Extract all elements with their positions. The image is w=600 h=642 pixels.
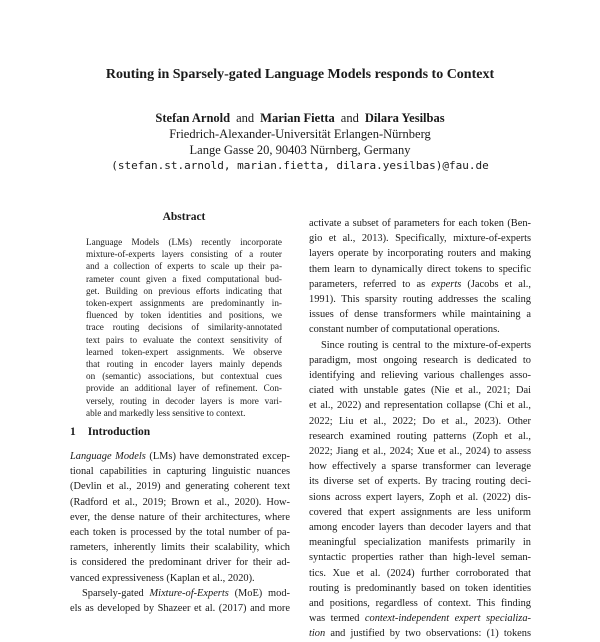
text-line: its diverse set of experts. By tracing routing deci- <box>309 476 531 488</box>
text-line: covered that expert assignments are less uniform <box>309 506 531 518</box>
text-line: meaningful specialization manifests primarily in <box>309 537 531 549</box>
text-line: Since routing is central to the mixture-of-experts <box>321 339 531 351</box>
text-line: identifying and relieving various challenges asso- <box>309 370 531 382</box>
text-line: each token is processed by the total number of pa- <box>70 527 290 539</box>
text-line: parameters, referred to as experts (Jacobs et al., <box>309 278 531 290</box>
text-line: tion and justified by two observations: (1) tokens <box>309 628 531 640</box>
text-line: constant number of computational operations. <box>309 324 500 336</box>
text-line: layers operate by incorporating routers and making <box>309 248 531 260</box>
text-line: provide an additional layer of refinement. Con- <box>86 383 282 394</box>
author-connector: and <box>340 111 359 125</box>
text-line: was termed context-independent expert specializa- <box>309 613 531 625</box>
text-line: rameters, inherently limits their scalability, which <box>70 542 290 554</box>
text-line: on (semantic) associations, but contextual cues <box>86 371 282 382</box>
section-title: Introduction <box>87 426 151 438</box>
text-line: els as developed by Shazeer et al. (2017) and more <box>70 603 290 615</box>
text-line: rameter count given a fixed computational bud- <box>86 273 282 284</box>
text-line: syntactic properties rather than high-level seman- <box>309 552 531 564</box>
text-line: vanced expressiveness (Kaplan et al., 2020). <box>70 572 255 584</box>
affiliation: Friedrich-Alexander-Universität Erlangen-Nürnberg <box>169 127 431 141</box>
text-line: ever, the dense nature of their architectures, where <box>70 511 290 523</box>
text-line: mixture-of-experts layers consisting of a router <box>86 249 282 260</box>
text-line: text pairs to evaluate the context sensitivity of <box>86 334 282 345</box>
text-line: ciated with unstable gates (Nie et al., 2021; Dai <box>309 385 531 397</box>
text-line: research examined routing patterns (Zoph et al., <box>309 430 531 442</box>
text-line: how effectively a sparse transformer can leverage <box>309 461 531 473</box>
text-line: and a collection of experts to scale up their pa- <box>86 261 282 272</box>
author-block <box>0 110 600 174</box>
text-line: Language Models (LMs) recently incorporate <box>86 237 282 247</box>
text-line: (Radford et al., 2019; Brown et al., 2020). How- <box>70 496 290 508</box>
section-heading <box>70 426 290 438</box>
text-line: gio et al., 2013). Specifically, mixture-of-experts <box>309 233 531 245</box>
author-connector: and <box>236 111 255 125</box>
author-name: Stefan Arnold <box>155 111 231 125</box>
address: Lange Gasse 20, 90403 Nürnberg, Germany <box>189 143 411 157</box>
right-column-text <box>309 216 531 642</box>
author-name: Marian Fietta <box>260 111 335 125</box>
text-line: et al., 2022) and representation collapse (Chi et al., <box>309 400 531 412</box>
text-line: tics. Xue et al. (2024) further corroborated that <box>309 567 531 579</box>
section-number: 1 <box>70 426 76 438</box>
text-line: and positions, regardless of context. This finding <box>309 598 531 610</box>
text-line: learned token-expert assignments. We observe <box>86 346 282 357</box>
abstract-heading: Abstract <box>162 211 206 223</box>
text-line: routing is predominantly based on token identities <box>309 582 531 594</box>
author-name: Dilara Yesilbas <box>364 111 445 125</box>
text-line: 2022; Jiang et al., 2024; Xue et al., 2024) to assess <box>309 446 531 458</box>
text-line: Language Models (LMs) have demonstrated excep- <box>70 451 290 462</box>
text-line: 1991). This sparsity routing addresses the scaling <box>309 294 531 306</box>
text-line: versely, routing in decoder layers is more vari- <box>86 395 282 406</box>
text-line: that routing in encoder layers mainly depends <box>86 359 282 370</box>
text-line: fluenced by token identities and positions, we <box>86 310 282 321</box>
left-column-text <box>70 449 290 616</box>
text-line: activate a subset of parameters for each token (Ben- <box>309 218 531 229</box>
text-line: 2022; Liu et al., 2022; Do et al., 2023). Other <box>309 415 531 427</box>
text-line: is considered the predominant driver for their ad- <box>70 557 290 569</box>
text-line: get. Building on previous efforts indicating that <box>86 285 282 296</box>
text-line: (Devlin et al., 2019) and generating coherent text <box>70 481 290 493</box>
text-line: Sparsely-gated Mixture-of-Experts (MoE) mod- <box>82 587 290 599</box>
abstract-text <box>86 236 282 419</box>
text-line: among encoder layers than decoder layers and that <box>309 522 531 534</box>
author-names <box>0 110 600 126</box>
text-line: able and markedly less sensitive to context. <box>86 407 246 418</box>
paper-title: Routing in Sparsely-gated Language Models responds to Context <box>105 67 495 82</box>
text-line: them learn to dynamically direct tokens to specific <box>309 263 531 275</box>
text-line: issues of dense transformers while maintaining a <box>309 309 531 321</box>
text-line: paradigm, most ongoing research is dedicated to <box>309 354 531 366</box>
text-line: tional capabilities in capturing linguistic nuances <box>70 466 290 478</box>
text-line: token-expert assignments are predominantly in- <box>86 298 282 309</box>
text-line: trace routing decisions of similarity-annotated <box>86 322 282 333</box>
email: (stefan.st.arnold, marian.fietta, dilara.yesilbas)@fau.de <box>111 159 489 172</box>
text-line: sions across expert layers, Zoph et al. (2022) dis- <box>309 491 531 503</box>
